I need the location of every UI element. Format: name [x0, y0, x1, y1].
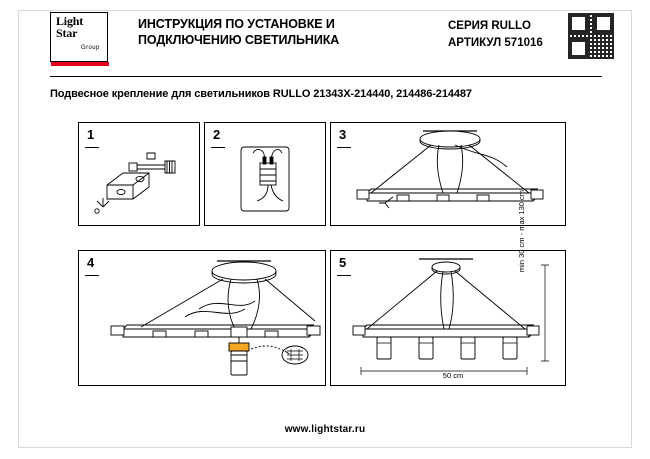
article-number: АРТИКУЛ 571016: [448, 37, 543, 49]
step-3-underline: [337, 147, 351, 148]
step-panel-1: [78, 122, 200, 226]
footer-website[interactable]: www.lightstar.ru: [284, 424, 366, 435]
title-line-1: ИНСТРУКЦИЯ ПО УСТАНОВКЕ И: [138, 17, 335, 31]
step-2-underline: [211, 147, 225, 148]
subtitle: Подвесное крепление для светильников RULLO 21343X-214440, 214486-214487: [50, 88, 472, 100]
step-1-illustration: [79, 123, 201, 227]
step-4-underline: [85, 275, 99, 276]
step-4-number: 4: [87, 255, 95, 270]
step-panel-3: [330, 122, 566, 226]
step-2-illustration: [205, 123, 327, 227]
step-3-number: 3: [339, 127, 347, 142]
step-panel-5: [330, 189, 566, 386]
series-info: [448, 18, 568, 52]
logo-line-2: Star: [56, 25, 78, 40]
logo-group-label: Group: [81, 45, 100, 51]
step-5-illustration: [331, 251, 567, 387]
step-panel-2: [204, 122, 326, 226]
step-5-underline: [337, 275, 351, 276]
page-title: [138, 16, 428, 48]
width-dimension-label: 50 cm: [442, 371, 464, 380]
document-header: [50, 12, 602, 68]
step-panel-4: [78, 250, 326, 386]
step-3-illustration: [331, 123, 567, 227]
header-divider: [50, 76, 602, 77]
brand-logo: [50, 12, 108, 62]
step-5-number: 5: [339, 255, 347, 270]
step-4-illustration: [79, 251, 327, 387]
step-1-number: 1: [87, 127, 95, 142]
height-dimension-label: min 30 cm - max 130 cm: [517, 189, 526, 273]
step-2-number: 2: [213, 127, 221, 142]
logo-wordmark: [56, 16, 83, 39]
step-1-underline: [85, 147, 99, 148]
title-line-2: ПОДКЛЮЧЕНИЮ СВЕТИЛЬНИКА: [138, 33, 340, 47]
qr-finder-bottom-left: [569, 39, 588, 58]
series-name: СЕРИЯ RULLO: [448, 20, 531, 32]
logo-line-1: Light: [56, 14, 84, 28]
qr-code-icon: [567, 12, 615, 60]
logo-accent-bar: [51, 62, 109, 66]
